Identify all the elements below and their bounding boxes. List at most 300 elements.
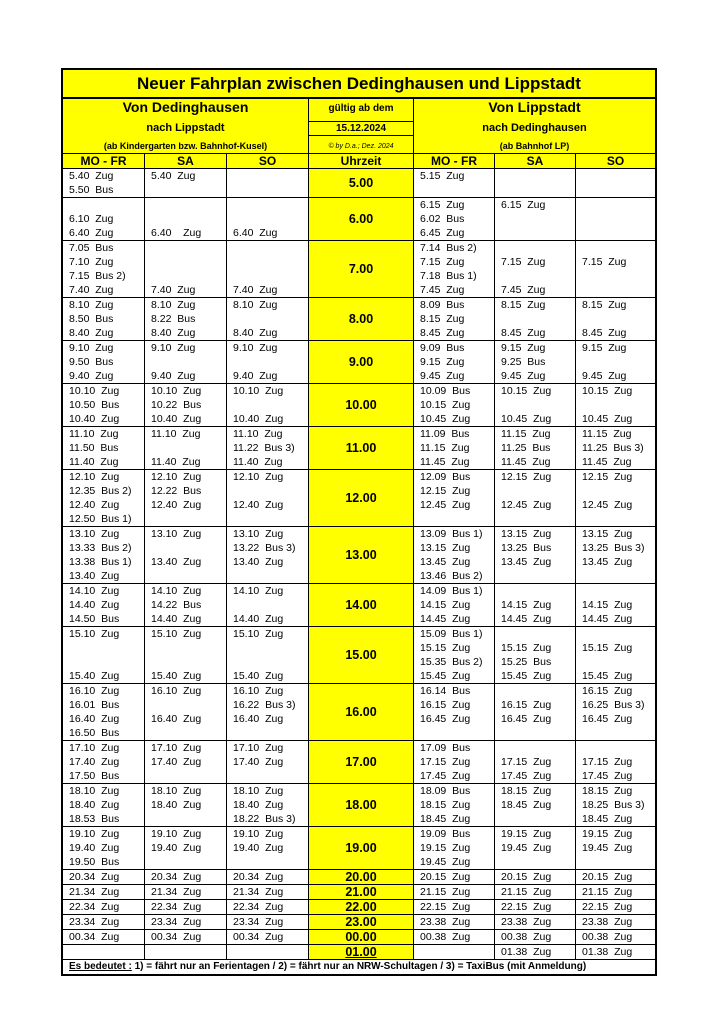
departure-entry: 16.45 Zug — [582, 713, 633, 725]
departure-entry: 7.15 Zug — [420, 256, 465, 268]
cell-right-mofr — [413, 198, 494, 240]
departure-entry — [227, 241, 308, 255]
departure-entry: 18.25 Bus 3) — [582, 799, 645, 811]
validity-header — [308, 99, 413, 153]
cell-left-so — [226, 341, 308, 383]
departure-entry: 13.10 Zug — [233, 528, 284, 540]
cell-left-mofr — [63, 684, 144, 740]
departure-entry: 17.45 Zug — [420, 770, 471, 782]
departure-entry: 6.02 Bus — [420, 213, 465, 225]
valid-date: 15.12.2024 — [309, 121, 413, 136]
cell-right-so — [575, 784, 655, 826]
cell-left-mofr — [63, 945, 144, 959]
departure-entry: 8.10 Zug — [69, 299, 114, 311]
departure-entry: 15.25 Bus — [501, 656, 552, 668]
departure-entry — [145, 641, 226, 655]
departure-entry — [414, 945, 494, 959]
cell-left-mofr — [63, 870, 144, 884]
departure-entry — [495, 512, 575, 526]
departure-entry — [495, 312, 575, 326]
departure-entry: 13.45 Zug — [420, 556, 471, 568]
cell-hour — [308, 870, 413, 884]
departure-entry — [63, 198, 144, 212]
departure-entry — [227, 598, 308, 612]
departure-entry — [227, 198, 308, 212]
departure-entry: 8.10 Zug — [151, 299, 196, 311]
departure-entry: 12.40 Zug — [151, 499, 202, 511]
departure-entry: 18.09 Bus — [420, 785, 471, 797]
departure-entry: 7.15 Bus 2) — [69, 270, 126, 282]
hour-label: 10.00 — [345, 398, 377, 412]
departure-entry: 8.40 Zug — [151, 327, 196, 339]
cell-hour — [308, 885, 413, 899]
cell-left-sa — [144, 341, 226, 383]
hour-label: 14.00 — [345, 598, 377, 612]
departure-entry: 17.40 Zug — [151, 756, 202, 768]
departure-entry: 16.45 Zug — [501, 713, 552, 725]
cell-right-so — [575, 470, 655, 526]
cell-right-mofr — [413, 900, 494, 914]
departure-entry: 18.15 Zug — [420, 799, 471, 811]
departure-entry: 9.45 Zug — [501, 370, 546, 382]
departure-entry: 12.10 Zug — [69, 471, 120, 483]
departure-entry: 18.53 Bus — [69, 813, 120, 825]
departure-entry: 11.25 Bus — [501, 442, 551, 454]
departure-entry: 14.40 Zug — [69, 599, 120, 611]
cell-right-so — [575, 584, 655, 626]
departure-entry — [145, 769, 226, 783]
departure-entry: 15.15 Zug — [582, 642, 633, 654]
departure-entry: 12.15 Zug — [582, 471, 633, 483]
departure-entry: 7.45 Zug — [501, 284, 546, 296]
departure-entry: 8.50 Bus — [69, 313, 114, 325]
departure-entry: 16.15 Zug — [582, 685, 633, 697]
cell-hour — [308, 427, 413, 469]
cell-left-mofr — [63, 341, 144, 383]
departure-entry — [576, 855, 655, 869]
departure-entry: 17.40 Zug — [69, 756, 120, 768]
cell-left-mofr — [63, 527, 144, 583]
departure-entry — [576, 269, 655, 283]
cell-right-mofr — [413, 684, 494, 740]
departure-entry: 10.15 Zug — [420, 399, 471, 411]
departure-entry: 16.40 Zug — [233, 713, 284, 725]
departure-entry: 11.40 Zug — [233, 456, 283, 468]
departure-entry — [227, 769, 308, 783]
departure-entry: 9.50 Bus — [69, 356, 114, 368]
col-head-right-sa: SA — [494, 154, 575, 168]
departure-entry: 12.50 Bus 1) — [69, 513, 132, 525]
departure-entry: 8.09 Bus — [420, 299, 465, 311]
timetable-sheet — [61, 68, 657, 976]
departure-entry — [227, 641, 308, 655]
departure-entry: 18.40 Zug — [69, 799, 120, 811]
departure-entry: 21.15 Zug — [582, 886, 633, 898]
departure-entry: 18.40 Zug — [151, 799, 202, 811]
cell-right-sa — [494, 870, 575, 884]
departure-entry: 23.38 Zug — [582, 916, 633, 928]
legend-text: 1) = fährt nur an Ferientagen / 2) = fährt nur an NRW-Schultagen / 3) = TaxiBus (mit Anmeldung) — [131, 961, 587, 972]
cell-right-mofr — [413, 627, 494, 683]
departure-entry: 12.45 Zug — [420, 499, 471, 511]
cell-left-so — [226, 870, 308, 884]
cell-right-sa — [494, 527, 575, 583]
cell-right-so — [575, 945, 655, 959]
departure-entry: 5.15 Zug — [420, 170, 465, 182]
departure-entry: 15.40 Zug — [233, 670, 284, 682]
departure-entry: 16.10 Zug — [151, 685, 202, 697]
departure-entry: 21.34 Zug — [233, 886, 284, 898]
departure-entry: 20.34 Zug — [69, 871, 120, 883]
departure-entry: 11.09 Bus — [420, 428, 470, 440]
cell-right-mofr — [413, 827, 494, 869]
cell-right-mofr — [413, 915, 494, 929]
departure-entry: 19.09 Bus — [420, 828, 471, 840]
departure-entry — [227, 569, 308, 583]
cell-hour — [308, 784, 413, 826]
departure-entry: 14.15 Zug — [420, 599, 471, 611]
departure-entry — [145, 441, 226, 455]
cell-left-mofr — [63, 627, 144, 683]
cell-right-so — [575, 298, 655, 340]
hour-row — [63, 900, 655, 915]
departure-entry — [495, 741, 575, 755]
departure-entry — [227, 512, 308, 526]
departure-entry: 6.15 Zug — [420, 199, 465, 211]
departure-entry: 16.01 Bus — [69, 699, 120, 711]
cell-hour — [308, 470, 413, 526]
departure-entry — [576, 726, 655, 740]
departure-entry: 13.38 Bus 1) — [69, 556, 132, 568]
departure-entry: 16.10 Zug — [69, 685, 120, 697]
departure-entry: 11.50 Bus — [69, 442, 119, 454]
hour-row — [63, 741, 655, 784]
cell-left-so — [226, 627, 308, 683]
departure-entry: 15.45 Zug — [501, 670, 552, 682]
cell-left-sa — [144, 470, 226, 526]
departure-entry: 11.25 Bus 3) — [582, 442, 644, 454]
departure-entry — [576, 241, 655, 255]
cell-left-sa — [144, 930, 226, 944]
departure-entry: 17.10 Zug — [69, 742, 120, 754]
departure-entry: 00.34 Zug — [151, 931, 202, 943]
departure-entry: 7.15 Zug — [501, 256, 546, 268]
cell-right-mofr — [413, 341, 494, 383]
cell-hour — [308, 684, 413, 740]
departure-entry: 19.50 Bus — [69, 856, 120, 868]
departure-entry — [576, 355, 655, 369]
cell-right-sa — [494, 584, 575, 626]
departure-entry: 12.40 Zug — [69, 499, 120, 511]
departure-entry: 9.09 Bus — [420, 342, 465, 354]
cell-left-sa — [144, 900, 226, 914]
departure-entry: 10.15 Zug — [582, 385, 633, 397]
cell-left-sa — [144, 684, 226, 740]
departure-entry — [227, 655, 308, 669]
departure-entry: 15.45 Zug — [582, 670, 633, 682]
departure-entry: 19.15 Zug — [501, 828, 552, 840]
departure-entry: 6.40 Zug — [233, 227, 278, 239]
departure-entry — [145, 241, 226, 255]
credit-note: © by D.a.; Dez. 2024 — [328, 143, 394, 150]
hour-label: 9.00 — [348, 355, 374, 369]
cell-right-so — [575, 885, 655, 899]
cell-left-mofr — [63, 198, 144, 240]
departure-entry: 15.15 Zug — [420, 642, 471, 654]
cell-right-so — [575, 915, 655, 929]
departure-entry: 16.40 Zug — [69, 713, 120, 725]
departure-entry: 22.15 Zug — [501, 901, 552, 913]
departure-entry: 6.10 Zug — [69, 213, 114, 225]
departure-entry — [145, 269, 226, 283]
cell-right-sa — [494, 427, 575, 469]
cell-right-sa — [494, 684, 575, 740]
hour-row — [63, 169, 655, 198]
departure-entry — [576, 655, 655, 669]
cell-right-so — [575, 241, 655, 297]
departure-entry: 10.10 Zug — [151, 385, 202, 397]
cell-hour — [308, 741, 413, 783]
cell-right-so — [575, 527, 655, 583]
departure-entry: 17.40 Zug — [233, 756, 284, 768]
cell-hour — [308, 945, 413, 959]
cell-hour — [308, 341, 413, 383]
departure-entry — [495, 484, 575, 498]
cell-left-so — [226, 384, 308, 426]
hour-label: 16.00 — [345, 705, 377, 719]
timetable-rows — [63, 169, 655, 960]
departure-entry: 16.15 Zug — [420, 699, 471, 711]
departure-entry — [145, 945, 226, 959]
departure-entry: 12.35 Bus 2) — [69, 485, 132, 497]
hour-label: 13.00 — [345, 548, 377, 562]
hour-label: 01.00 — [345, 945, 377, 959]
departure-entry — [414, 512, 494, 526]
hour-row — [63, 241, 655, 298]
departure-entry — [227, 855, 308, 869]
departure-entry: 9.15 Zug — [501, 342, 546, 354]
departure-entry: 13.40 Zug — [233, 556, 284, 568]
timetable-header — [63, 99, 655, 154]
cell-left-sa — [144, 915, 226, 929]
departure-entry: 12.10 Zug — [233, 471, 284, 483]
hour-label: 7.00 — [348, 262, 374, 276]
departure-entry: 22.34 Zug — [151, 901, 202, 913]
departure-entry — [145, 655, 226, 669]
hour-row — [63, 384, 655, 427]
cell-hour — [308, 298, 413, 340]
departure-entry: 18.45 Zug — [582, 813, 633, 825]
departure-entry: 15.45 Zug — [420, 670, 471, 682]
cell-right-mofr — [413, 298, 494, 340]
departure-entry — [495, 169, 575, 183]
departure-entry: 13.22 Bus 3) — [233, 542, 296, 554]
departure-entry — [145, 183, 226, 197]
cell-hour — [308, 241, 413, 297]
cell-right-so — [575, 930, 655, 944]
departure-entry — [495, 226, 575, 240]
cell-right-so — [575, 741, 655, 783]
cell-right-so — [575, 827, 655, 869]
cell-left-sa — [144, 827, 226, 869]
departure-entry: 17.45 Zug — [501, 770, 552, 782]
cell-right-mofr — [413, 527, 494, 583]
departure-entry — [576, 627, 655, 641]
cell-right-sa — [494, 945, 575, 959]
hour-row — [63, 527, 655, 584]
cell-left-mofr — [63, 241, 144, 297]
cell-right-sa — [494, 784, 575, 826]
hour-label: 20.00 — [345, 870, 377, 884]
departure-entry — [495, 855, 575, 869]
departure-entry: 23.34 Zug — [233, 916, 284, 928]
departure-entry: 7.40 Zug — [151, 284, 196, 296]
departure-entry — [495, 627, 575, 641]
cell-left-so — [226, 827, 308, 869]
departure-entry: 21.34 Zug — [69, 886, 120, 898]
cell-left-sa — [144, 627, 226, 683]
cell-left-sa — [144, 784, 226, 826]
cell-right-sa — [494, 915, 575, 929]
departure-entry: 8.10 Zug — [233, 299, 278, 311]
departure-entry: 6.15 Zug — [501, 199, 546, 211]
departure-entry — [576, 484, 655, 498]
cell-left-sa — [144, 870, 226, 884]
departure-entry: 13.15 Zug — [420, 542, 471, 554]
cell-right-mofr — [413, 945, 494, 959]
cell-hour — [308, 900, 413, 914]
cell-right-mofr — [413, 584, 494, 626]
departure-entry — [576, 283, 655, 297]
departure-entry: 10.22 Bus — [151, 399, 202, 411]
cell-hour — [308, 584, 413, 626]
cell-right-sa — [494, 627, 575, 683]
cell-left-mofr — [63, 784, 144, 826]
departure-entry: 14.40 Zug — [151, 613, 202, 625]
departure-entry: 13.45 Zug — [501, 556, 552, 568]
cell-right-so — [575, 169, 655, 197]
departure-entry: 17.15 Zug — [420, 756, 471, 768]
departure-entry: 9.25 Bus — [501, 356, 546, 368]
departure-entry — [145, 255, 226, 269]
departure-entry — [63, 641, 144, 655]
departure-entry: 10.40 Zug — [233, 413, 284, 425]
departure-entry: 11.15 Zug — [582, 428, 632, 440]
departure-entry: 13.09 Bus 1) — [420, 528, 483, 540]
departure-entry: 21.34 Zug — [151, 886, 202, 898]
cell-left-so — [226, 241, 308, 297]
departure-entry: 14.09 Bus 1) — [420, 585, 483, 597]
departure-entry: 18.45 Zug — [501, 799, 552, 811]
departure-entry: 00.34 Zug — [69, 931, 120, 943]
cell-left-so — [226, 584, 308, 626]
departure-entry: 15.10 Zug — [233, 628, 284, 640]
departure-entry — [576, 584, 655, 598]
departure-entry: 7.14 Bus 2) — [420, 242, 477, 254]
cell-right-so — [575, 627, 655, 683]
cell-right-so — [575, 384, 655, 426]
departure-entry: 15.40 Zug — [151, 670, 202, 682]
departure-entry: 12.10 Zug — [151, 471, 202, 483]
departure-entry: 11.40 Zug — [69, 456, 119, 468]
hour-row — [63, 298, 655, 341]
hour-row — [63, 915, 655, 930]
hour-row — [63, 584, 655, 627]
departure-entry — [145, 198, 226, 212]
departure-entry — [495, 812, 575, 826]
departure-entry — [495, 212, 575, 226]
cell-right-mofr — [413, 870, 494, 884]
departure-entry: 10.10 Zug — [233, 385, 284, 397]
cell-left-mofr — [63, 298, 144, 340]
departure-entry: 7.10 Zug — [69, 256, 114, 268]
departure-entry: 9.10 Zug — [233, 342, 278, 354]
hour-row — [63, 827, 655, 870]
col-head-hour: Uhrzeit — [308, 154, 413, 168]
cell-left-mofr — [63, 470, 144, 526]
cell-left-so — [226, 684, 308, 740]
departure-entry — [145, 855, 226, 869]
cell-right-mofr — [413, 930, 494, 944]
hour-label: 21.00 — [345, 885, 377, 899]
departure-entry: 18.10 Zug — [233, 785, 284, 797]
cell-left-sa — [144, 198, 226, 240]
departure-entry: 13.25 Bus — [501, 542, 552, 554]
hour-row — [63, 341, 655, 384]
departure-entry: 10.45 Zug — [582, 413, 633, 425]
hour-label: 23.00 — [345, 915, 377, 929]
departure-entry: 14.10 Zug — [233, 585, 284, 597]
hour-row — [63, 198, 655, 241]
departure-entry — [227, 183, 308, 197]
cell-hour — [308, 930, 413, 944]
departure-entry: 00.38 Zug — [501, 931, 552, 943]
col-head-left-so: SO — [226, 154, 308, 168]
departure-entry: 15.10 Zug — [151, 628, 202, 640]
departure-entry: 11.15 Zug — [420, 442, 470, 454]
departure-entry: 9.40 Zug — [69, 370, 114, 382]
departure-entry: 17.10 Zug — [151, 742, 202, 754]
departure-entry: 16.45 Zug — [420, 713, 471, 725]
cell-left-so — [226, 741, 308, 783]
departure-entry: 19.15 Zug — [420, 842, 471, 854]
hour-row — [63, 627, 655, 684]
hour-row — [63, 930, 655, 945]
departure-entry: 9.15 Zug — [582, 342, 627, 354]
hour-label: 22.00 — [345, 900, 377, 914]
cell-hour — [308, 198, 413, 240]
departure-entry: 15.15 Zug — [501, 642, 552, 654]
departure-entry — [227, 255, 308, 269]
departure-entry: 19.40 Zug — [233, 842, 284, 854]
cell-left-mofr — [63, 900, 144, 914]
departure-entry: 6.45 Zug — [420, 227, 465, 239]
cell-right-mofr — [413, 427, 494, 469]
departure-entry — [145, 726, 226, 740]
cell-left-sa — [144, 527, 226, 583]
departure-entry — [63, 945, 144, 959]
departure-entry: 9.10 Zug — [151, 342, 196, 354]
cell-left-sa — [144, 298, 226, 340]
departure-entry — [576, 569, 655, 583]
cell-right-so — [575, 870, 655, 884]
departure-entry — [145, 569, 226, 583]
cell-right-sa — [494, 341, 575, 383]
departure-entry: 5.40 Zug — [151, 170, 196, 182]
departure-entry: 6.40 Zug — [151, 227, 202, 239]
cell-left-so — [226, 784, 308, 826]
departure-entry: 8.15 Zug — [501, 299, 546, 311]
